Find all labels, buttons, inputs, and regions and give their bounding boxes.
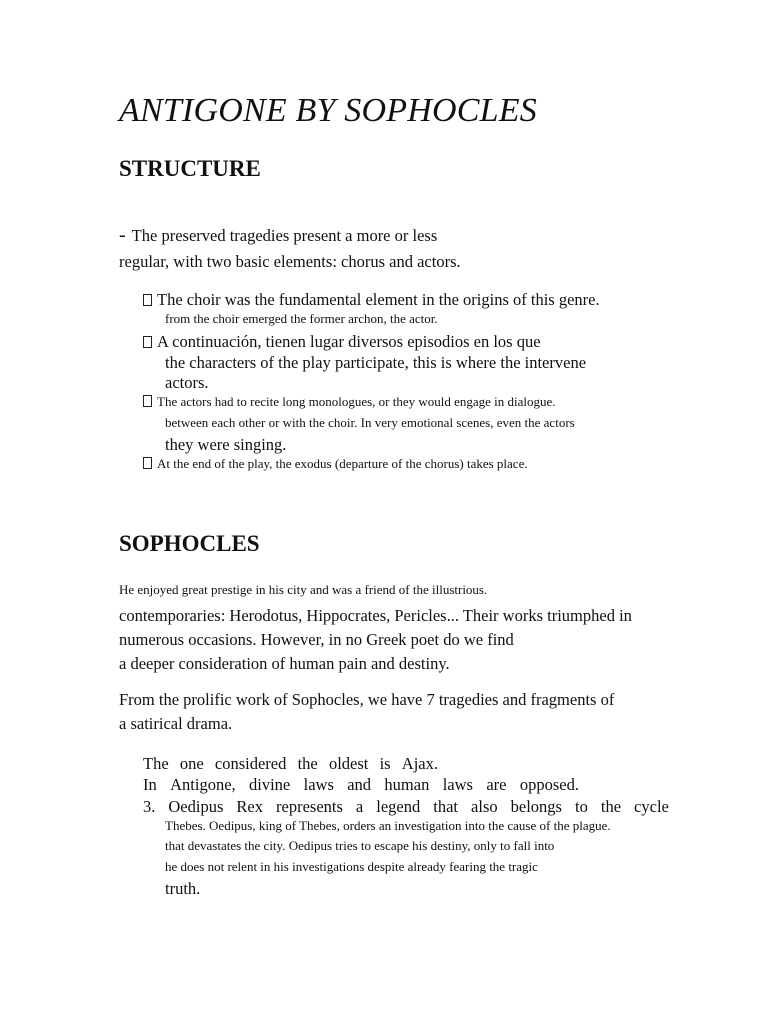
word: belongs xyxy=(510,797,562,816)
sophocles-list-item-3-cont1: Thebes. Oedipus, king of Thebes, orders an investigation into the cause of the plague. xyxy=(165,818,611,833)
structure-intro-line1 xyxy=(119,224,437,247)
checkbox-icon xyxy=(143,336,152,348)
structure-bullet-2-cont1: the characters of the play participate, this is where the intervene xyxy=(165,353,587,372)
sophocles-p2-line1: From the prolific work of Sophocles, we have 7 tragedies and fragments of xyxy=(119,690,615,709)
word: represents xyxy=(276,797,343,816)
checkbox-icon xyxy=(143,395,152,407)
word: laws xyxy=(303,775,334,794)
sophocles-list-item-3-cont2: that devastates the city. Oedipus tries to escape his destiny, only to fall into xyxy=(165,838,555,853)
structure-bullet-3-cont2: they were singing. xyxy=(165,435,287,454)
word: 3. xyxy=(143,797,156,816)
structure-bullet-2-cont2: actors. xyxy=(165,373,209,392)
sophocles-list-item-1 xyxy=(143,754,438,774)
justified-words-2 xyxy=(143,775,579,795)
word: In xyxy=(143,775,157,794)
sophocles-heading: SOPHOCLES xyxy=(119,531,260,556)
checkbox-icon xyxy=(143,457,152,469)
word: and xyxy=(347,775,372,794)
bullet-text: The choir was the fundamental element in the origins of this genre. xyxy=(157,290,600,309)
structure-bullet-2 xyxy=(143,332,541,352)
word: the xyxy=(297,754,318,773)
intro-text: The preserved tragedies present a more or less xyxy=(131,226,438,245)
word: divine xyxy=(249,775,291,794)
sophocles-p1-line4: a deeper consideration of human pain and destiny. xyxy=(119,654,450,673)
bullet-text: A continuación, tienen lugar diversos episodios en los que xyxy=(157,332,541,351)
structure-intro-line2: regular, with two basic elements: chorus and actors. xyxy=(119,252,461,271)
word: are xyxy=(486,775,507,794)
structure-bullet-3 xyxy=(143,394,556,410)
word: to xyxy=(575,797,588,816)
word: Antigone, xyxy=(170,775,236,794)
word: that xyxy=(433,797,459,816)
word: Ajax. xyxy=(401,754,438,773)
word: one xyxy=(179,754,204,773)
word: the xyxy=(600,797,622,816)
structure-heading: STRUCTURE xyxy=(119,156,261,181)
word: Oedipus xyxy=(168,797,224,816)
justified-words-1 xyxy=(143,754,438,774)
checkbox-icon xyxy=(143,294,152,306)
justified-words-3 xyxy=(143,797,669,817)
word: opposed. xyxy=(519,775,579,794)
word: a xyxy=(355,797,364,816)
word: also xyxy=(471,797,498,816)
document-title: ANTIGONE BY SOPHOCLES xyxy=(119,92,537,129)
structure-bullet-1-cont: from the choir emerged the former archon, the actor. xyxy=(165,311,438,326)
sophocles-p1-line3: numerous occasions. However, in no Greek poet do we find xyxy=(119,630,514,649)
word: Rex xyxy=(236,797,263,816)
sophocles-list-item-3 xyxy=(143,797,669,817)
dash-marker: - xyxy=(119,224,126,246)
sophocles-p1-line1: He enjoyed great prestige in his city and was a friend of the illustrious. xyxy=(119,582,488,597)
sophocles-list-item-3-cont4: truth. xyxy=(165,879,201,898)
word: considered xyxy=(214,754,287,773)
word: The xyxy=(143,754,169,773)
word: human xyxy=(384,775,430,794)
word: cycle xyxy=(634,797,669,816)
word: laws xyxy=(442,775,473,794)
sophocles-list-item-2 xyxy=(143,775,579,795)
sophocles-p1-line2: contemporaries: Herodotus, Hippocrates, Pericles... Their works triumphed in xyxy=(119,606,632,625)
structure-bullet-4 xyxy=(143,456,528,472)
sophocles-p2-line2: a satirical drama. xyxy=(119,714,233,733)
word: oldest xyxy=(328,754,369,773)
bullet-text: At the end of the play, the exodus (departure of the chorus) takes place. xyxy=(157,456,528,471)
structure-bullet-3-cont1: between each other or with the choir. In very emotional scenes, even the actors xyxy=(165,415,575,430)
structure-bullet-1 xyxy=(143,290,600,310)
word: legend xyxy=(376,797,421,816)
sophocles-list-item-3-cont3: he does not relent in his investigations despite already fearing the tragic xyxy=(165,859,538,874)
bullet-text: The actors had to recite long monologues, or they would engage in dialogue. xyxy=(157,394,556,409)
word: is xyxy=(379,754,391,773)
